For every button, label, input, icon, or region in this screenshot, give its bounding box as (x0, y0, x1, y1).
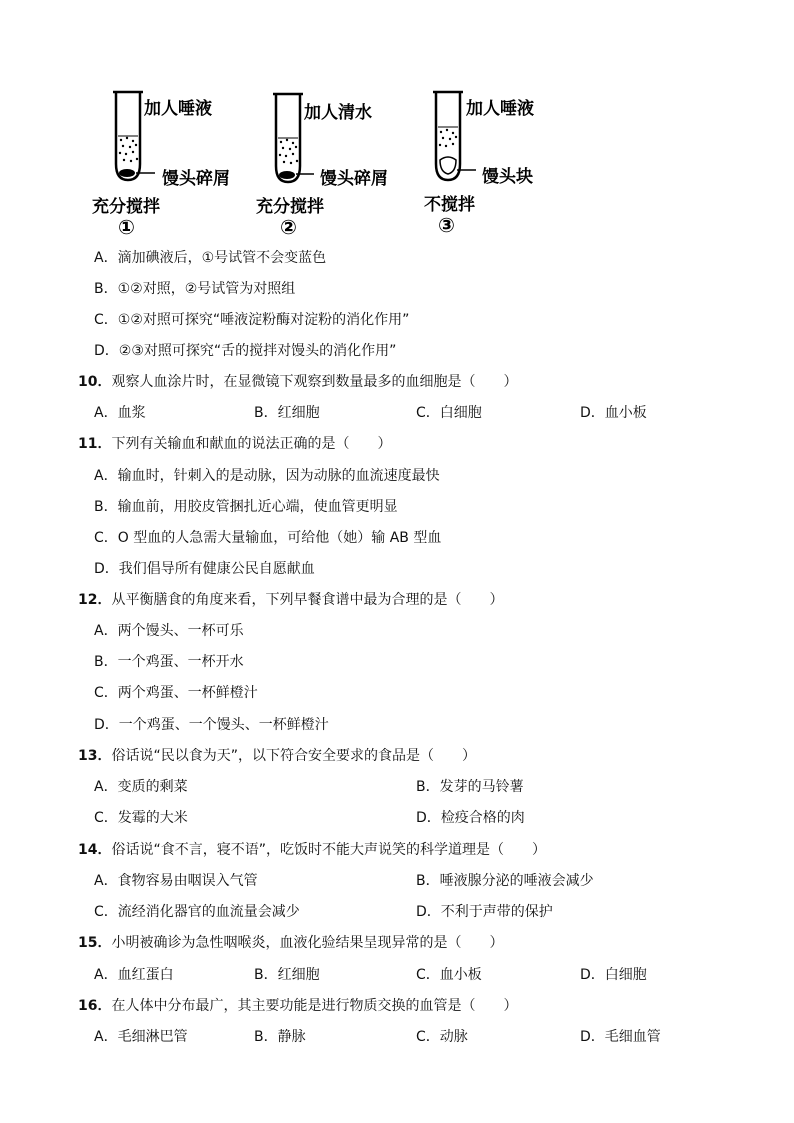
q13-options-row-2 (94, 809, 734, 827)
question-stem: 俗话说“民以食为天”，以下符合安全要求的食品是（ ） (111, 748, 476, 764)
question-number: 10． (78, 374, 112, 390)
q13-option-c: C．发霉的大米 (94, 810, 188, 826)
q12-option-d: D．一个鸡蛋、一个馒头、一杯鲜橙汁 (94, 717, 329, 733)
tube-3-number: ③ (438, 213, 455, 237)
question-number: 13． (78, 748, 112, 764)
q11-option-d: D．我们倡导所有健康公民自愿献血 (94, 561, 315, 577)
tube-2-side-label: 馒头碎屑 (320, 169, 388, 189)
q11-option-c: C．O 型血的人急需大量输血，可给他（她）输 AB 型血 (94, 530, 442, 546)
question-number: 12． (78, 592, 112, 608)
question-number: 14． (78, 842, 112, 858)
q16-option-a: A．毛细淋巴管 (94, 1029, 188, 1045)
q15-option-c: C．血小板 (416, 967, 482, 983)
q15-options (94, 966, 734, 984)
q14-options-row-1 (94, 872, 734, 890)
q10-option-c: C．白细胞 (416, 405, 482, 421)
tube-1-number: ① (118, 215, 135, 239)
q10-option-d: D．血小板 (580, 405, 647, 421)
q9-option-d: D．②③对照可探究“舌的搅拌对馒头的消化作用” (94, 343, 397, 359)
q12-option-a: A．两个馒头、一杯可乐 (94, 623, 244, 639)
question-stem: 观察人血涂片时，在显微镜下观察到数量最多的血细胞是（ ） (111, 374, 518, 390)
q13-options-row-1 (94, 778, 734, 796)
q13-option-a: A．变质的剩菜 (94, 779, 188, 795)
q12-option-b: B．一个鸡蛋、一杯开水 (94, 654, 244, 670)
q9-option-b: B．①②对照，②号试管为对照组 (94, 281, 296, 297)
q13-option-b: B．发芽的马铃薯 (416, 779, 524, 795)
q15-option-d: D．白细胞 (580, 967, 647, 983)
q16-option-c: C．动脉 (416, 1029, 468, 1045)
q11-option-a: A．输血时，针刺入的是动脉，因为动脉的血流速度最快 (94, 468, 440, 484)
q16-option-b: B．静脉 (254, 1029, 306, 1045)
tube-3-side-label: 馒头块 (482, 167, 533, 187)
q16-option-d: D．毛细血管 (580, 1029, 661, 1045)
question-10 (78, 373, 517, 391)
question-14 (78, 841, 546, 859)
q14-option-d: D．不利于声带的保护 (416, 904, 553, 920)
tube-1-bottom-label: 充分搅拌 (92, 197, 160, 217)
q14-option-b: B．唾液腺分泌的唾液会减少 (416, 873, 594, 889)
q10-option-a: A．血浆 (94, 405, 146, 421)
q14-options-row-2 (94, 903, 734, 921)
q9-option-a: A．滴加碘液后，①号试管不会变蓝色 (94, 250, 327, 266)
q16-options (94, 1028, 734, 1046)
question-11 (78, 435, 391, 453)
tube-3-bottom-label: 不搅拌 (424, 195, 475, 215)
q9-option-c: C．①②对照可探究“唾液淀粉酶对淀粉的消化作用” (94, 312, 410, 328)
question-number: 15． (78, 935, 112, 951)
question-13 (78, 747, 476, 765)
question-number: 11． (78, 436, 112, 452)
q10-option-b: B．红细胞 (254, 405, 320, 421)
q14-option-a: A．食物容易由咽误入气管 (94, 873, 258, 889)
question-stem: 在人体中分布最广，其主要功能是进行物质交换的血管是（ ） (111, 998, 518, 1014)
q15-option-a: A．血红蛋白 (94, 967, 174, 983)
question-number: 16． (78, 998, 112, 1014)
test-tube-figure (80, 80, 560, 240)
tube-1-top-label: 加人唾液 (144, 99, 212, 119)
q14-option-c: C．流经消化器官的血流量会减少 (94, 904, 300, 920)
question-16 (78, 997, 517, 1015)
tube-3-top-label: 加人唾液 (466, 99, 534, 119)
question-stem: 俗话说“食不言，寝不语”，吃饭时不能大声说笑的科学道理是（ ） (111, 842, 546, 858)
question-stem: 小明被确诊为急性咽喉炎，血液化验结果呈现异常的是（ ） (111, 935, 504, 951)
tube-1-side-label: 馒头碎屑 (162, 169, 230, 189)
q13-option-d: D．检疫合格的肉 (416, 810, 525, 826)
question-stem: 从平衡膳食的角度来看，下列早餐食谱中最为合理的是（ ） (111, 592, 504, 608)
q11-option-b: B．输血前，用胶皮管捆扎近心端，使血管更明显 (94, 499, 398, 515)
q12-option-c: C．两个鸡蛋、一杯鲜橙汁 (94, 685, 258, 701)
q10-options (94, 404, 734, 422)
question-12 (78, 591, 503, 609)
tube-2-bottom-label: 充分搅拌 (256, 197, 324, 217)
question-stem: 下列有关输血和献血的说法正确的是（ ） (111, 436, 392, 452)
q15-option-b: B．红细胞 (254, 967, 320, 983)
tube-2-top-label: 加人清水 (304, 103, 372, 123)
question-15 (78, 934, 503, 952)
tube-2-number: ② (280, 215, 297, 239)
